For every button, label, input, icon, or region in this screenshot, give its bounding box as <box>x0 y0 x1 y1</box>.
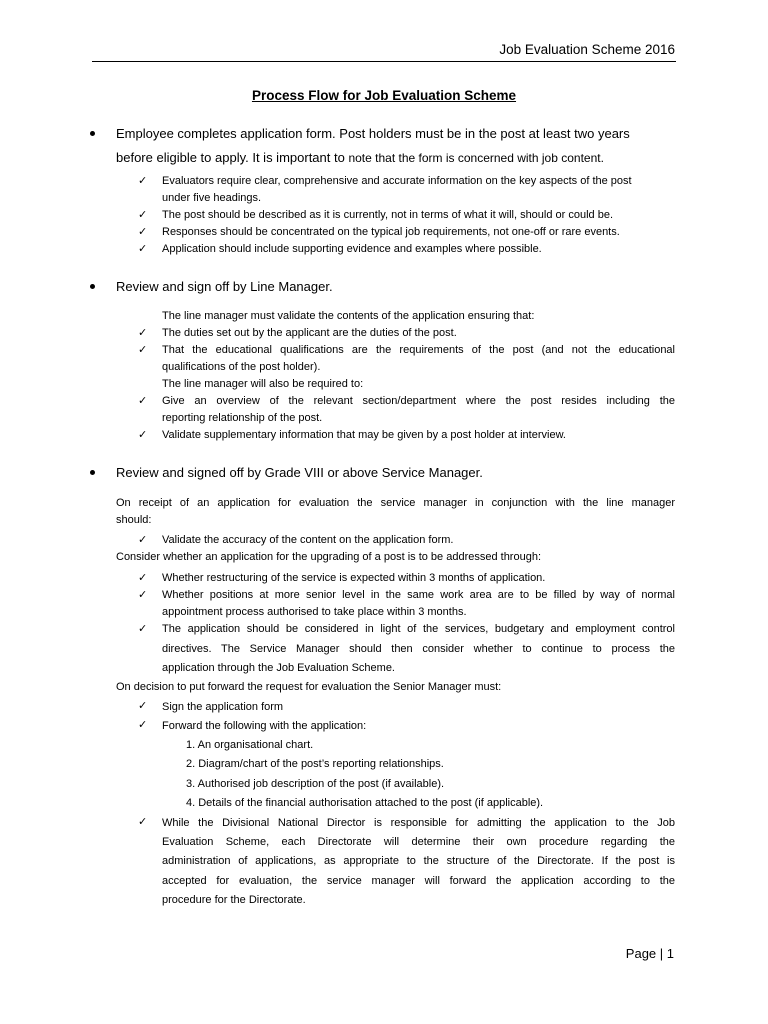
section3-check-2: Whether restructuring of the service is expected within 3 months of application. <box>162 572 546 584</box>
section3-check-4b: directives. The Service Manager should then consider whether to continue to process the <box>162 643 675 655</box>
check-icon: ✓ <box>138 700 148 712</box>
section3-para2: Consider whether an application for the upgrading of a post is to be addressed through: <box>116 551 541 563</box>
section1-check-4: Application should include supporting evidence and examples where possible. <box>162 243 542 255</box>
section2-check-4: Validate supplementary information that may be given by a post holder at interview. <box>162 429 566 441</box>
section1-line2 <box>116 150 676 165</box>
section2-check-1: The duties set out by the applicant are the duties of the post. <box>162 327 457 339</box>
section3-heading: Review and signed off by Grade VIII or above Service Manager. <box>116 465 483 480</box>
section2-heading: Review and sign off by Line Manager. <box>116 279 333 294</box>
check-icon: ✓ <box>138 243 148 255</box>
document-title: Process Flow for Job Evaluation Scheme <box>251 88 517 103</box>
header-title: Job Evaluation Scheme 2016 <box>499 42 675 57</box>
check-icon: ✓ <box>138 344 148 356</box>
header-rule <box>92 61 676 62</box>
section3-check-4: The application should be considered in light of the services, budgetary and employment control <box>162 623 675 635</box>
section1-line2b: note that the form is concerned with job content. <box>348 151 604 165</box>
section3-check-4c: application through the Job Evaluation Scheme. <box>162 662 395 674</box>
section3-para3: On decision to put forward the request for evaluation the Senior Manager must: <box>116 681 502 693</box>
page-number: Page | 1 <box>625 946 674 961</box>
check-icon: ✓ <box>138 175 148 187</box>
check-icon: ✓ <box>138 209 148 221</box>
section3-para1b: should: <box>116 514 152 526</box>
check-icon: ✓ <box>138 395 148 407</box>
bullet-icon <box>90 131 95 136</box>
check-icon: ✓ <box>138 226 148 238</box>
check-icon: ✓ <box>138 623 148 635</box>
section1-check-3: Responses should be concentrated on the typical job requirements, not one-off or rare events. <box>162 226 620 238</box>
numbered-item-2: 2. Diagram/chart of the post’s reporting relationships. <box>186 758 444 770</box>
section3-check-7a: While the Divisional National Director is responsible for admitting the application to the Job <box>162 817 675 829</box>
section3-check-7e: procedure for the Directorate. <box>162 894 306 906</box>
bullet-icon <box>90 284 95 289</box>
section1-check-2: The post should be described as it is currently, not in terms of what it will, should or could be. <box>162 209 614 221</box>
numbered-item-1: 1. An organisational chart. <box>186 739 314 751</box>
section1-check-1: Evaluators require clear, comprehensive and accurate information on the key aspects of the post <box>162 175 632 187</box>
check-icon: ✓ <box>138 534 148 546</box>
section2-check-2b: qualifications of the post holder). <box>162 361 321 373</box>
section3-check-5: Sign the application form <box>162 701 284 713</box>
section1-check-1b: under five headings. <box>162 192 262 204</box>
section3-check-7b: Evaluation Scheme, each Directorate will determine their own procedure regarding the <box>162 836 675 848</box>
section2-intro: The line manager must validate the contents of the application ensuring that: <box>162 310 535 322</box>
section3-check-7c: administration of applications, as appropriate to the structure of the Directorate. If the post is <box>162 855 675 867</box>
check-icon: ✓ <box>138 589 148 601</box>
section2-check-2: That the educational qualifications are the requirements of the post (and not the educational <box>162 344 675 356</box>
section2-subintro: The line manager will also be required to: <box>162 378 364 390</box>
check-icon: ✓ <box>138 572 148 584</box>
numbered-item-3: 3. Authorised job description of the post (if available). <box>186 778 445 790</box>
section3-para1: On receipt of an application for evaluation the service manager in conjunction with the line manager <box>116 497 675 509</box>
bullet-icon <box>90 470 95 475</box>
section3-check-6: Forward the following with the application: <box>162 720 367 732</box>
numbered-item-4: 4. Details of the financial authorisation attached to the post (if applicable). <box>186 797 544 809</box>
section2-check-3: Give an overview of the relevant section/department where the post resides including the <box>162 395 675 407</box>
section3-check-7d: accepted for evaluation, the service manager will forward the application according to the <box>162 875 675 887</box>
section1-line1: Employee completes application form. Post holders must be in the post at least two years <box>116 126 630 141</box>
section3-check-1: Validate the accuracy of the content on the application form. <box>162 534 454 546</box>
check-icon: ✓ <box>138 816 148 828</box>
check-icon: ✓ <box>138 429 148 441</box>
section3-check-3: Whether positions at more senior level in the same work area are to be filled by way of normal <box>162 589 675 601</box>
check-icon: ✓ <box>138 327 148 339</box>
section2-check-3b: reporting relationship of the post. <box>162 412 323 424</box>
section1-line2a: before eligible to apply. It is important to <box>116 150 349 165</box>
section3-check-3b: appointment process authorised to take place within 3 months. <box>162 606 467 618</box>
check-icon: ✓ <box>138 719 148 731</box>
